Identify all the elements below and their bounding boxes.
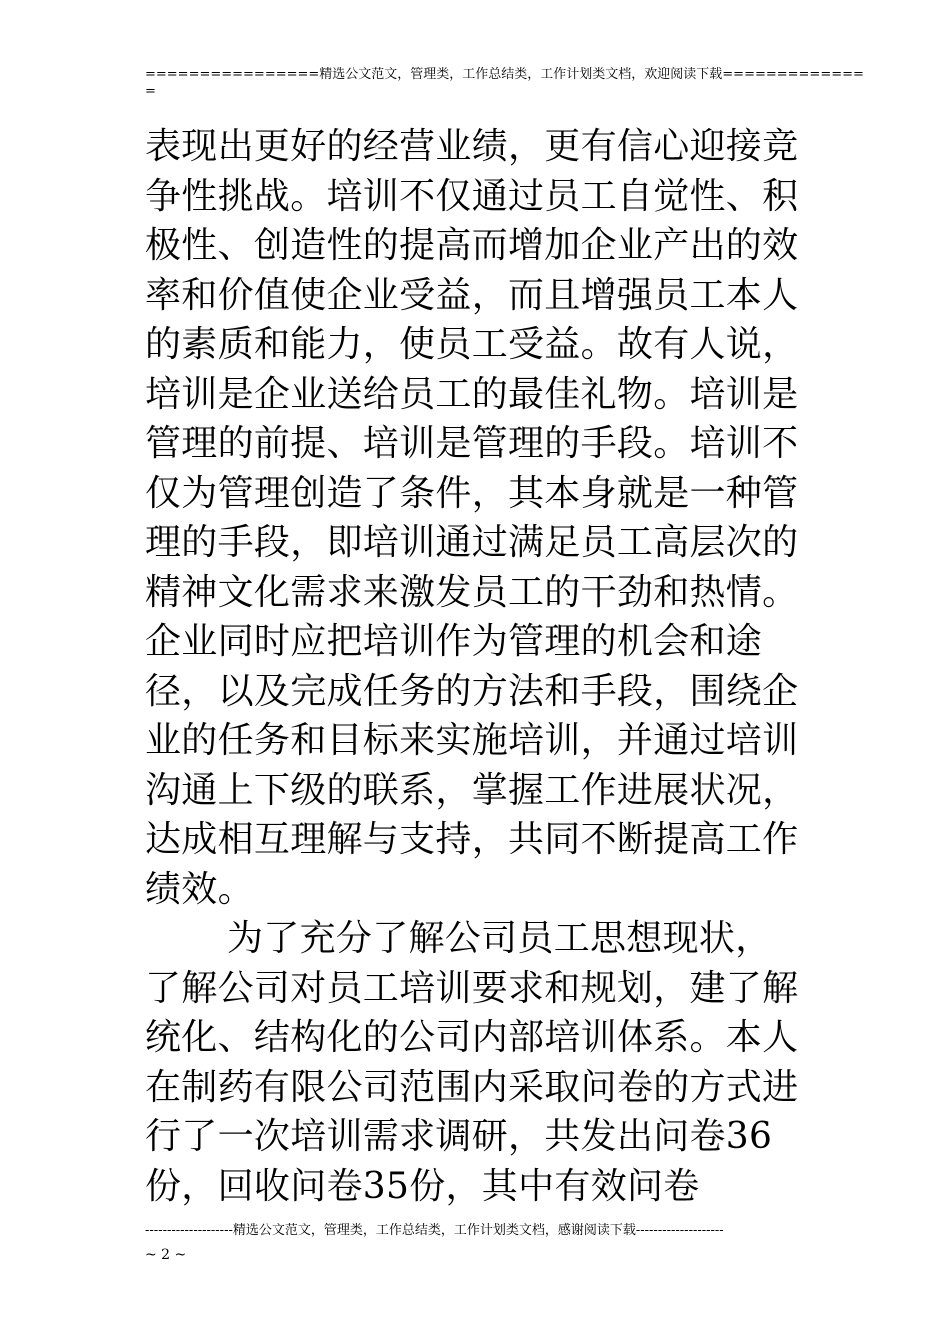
- body-paragraph-2: 为了充分了解公司员工思想现状，了解公司对员工培训要求和规划，建了解统化、结构化的公司内部培训体系。本人在制药有限公司范围内采取问卷的方式进行了一次培训需求调研，共发出问卷36份，回收问卷35份，其中有效问卷: [145, 918, 799, 1207]
- page-number: ~ 2 ~: [145, 1247, 187, 1263]
- header-line-2: =: [145, 84, 156, 99]
- header-line-1: ================精选公文范文，管理类，工作总结类，工作计划类文档，欢迎阅读下载=============: [145, 67, 864, 82]
- body-paragraph-1: 表现出更好的经营业绩，更有信心迎接竞争性挑战。培训不仅通过员工自觉性、积极性、创造性的提高而增加企业产出的效率和价值使企业受益，而且增强员工本人的素质和能力，使员工受益。故有人说，培训是企业送给员工的最佳礼物。培训是管理的前提、培训是管理的手段。培训不仅为管理创造了条件，其本身就是一种管理的手段，即培训通过满足员工高层次的精神文化需求来激发员工的干劲和热情。企业同时应把培训作为管理的机会和途径，以及完成任务的方法和手段，围绕企业的任务和目标来实施培训，并通过培训沟通上下级的联系，掌握工作进展状况，达成相互理解与支持，共同不断提高工作绩效。: [145, 126, 799, 910]
- page-header: [145, 66, 864, 100]
- page-footer: --------------------精选公文范文，管理类，工作总结类，工作计划类文档，感谢阅读下载--------------------: [145, 1223, 724, 1238]
- document-body: [145, 122, 807, 1211]
